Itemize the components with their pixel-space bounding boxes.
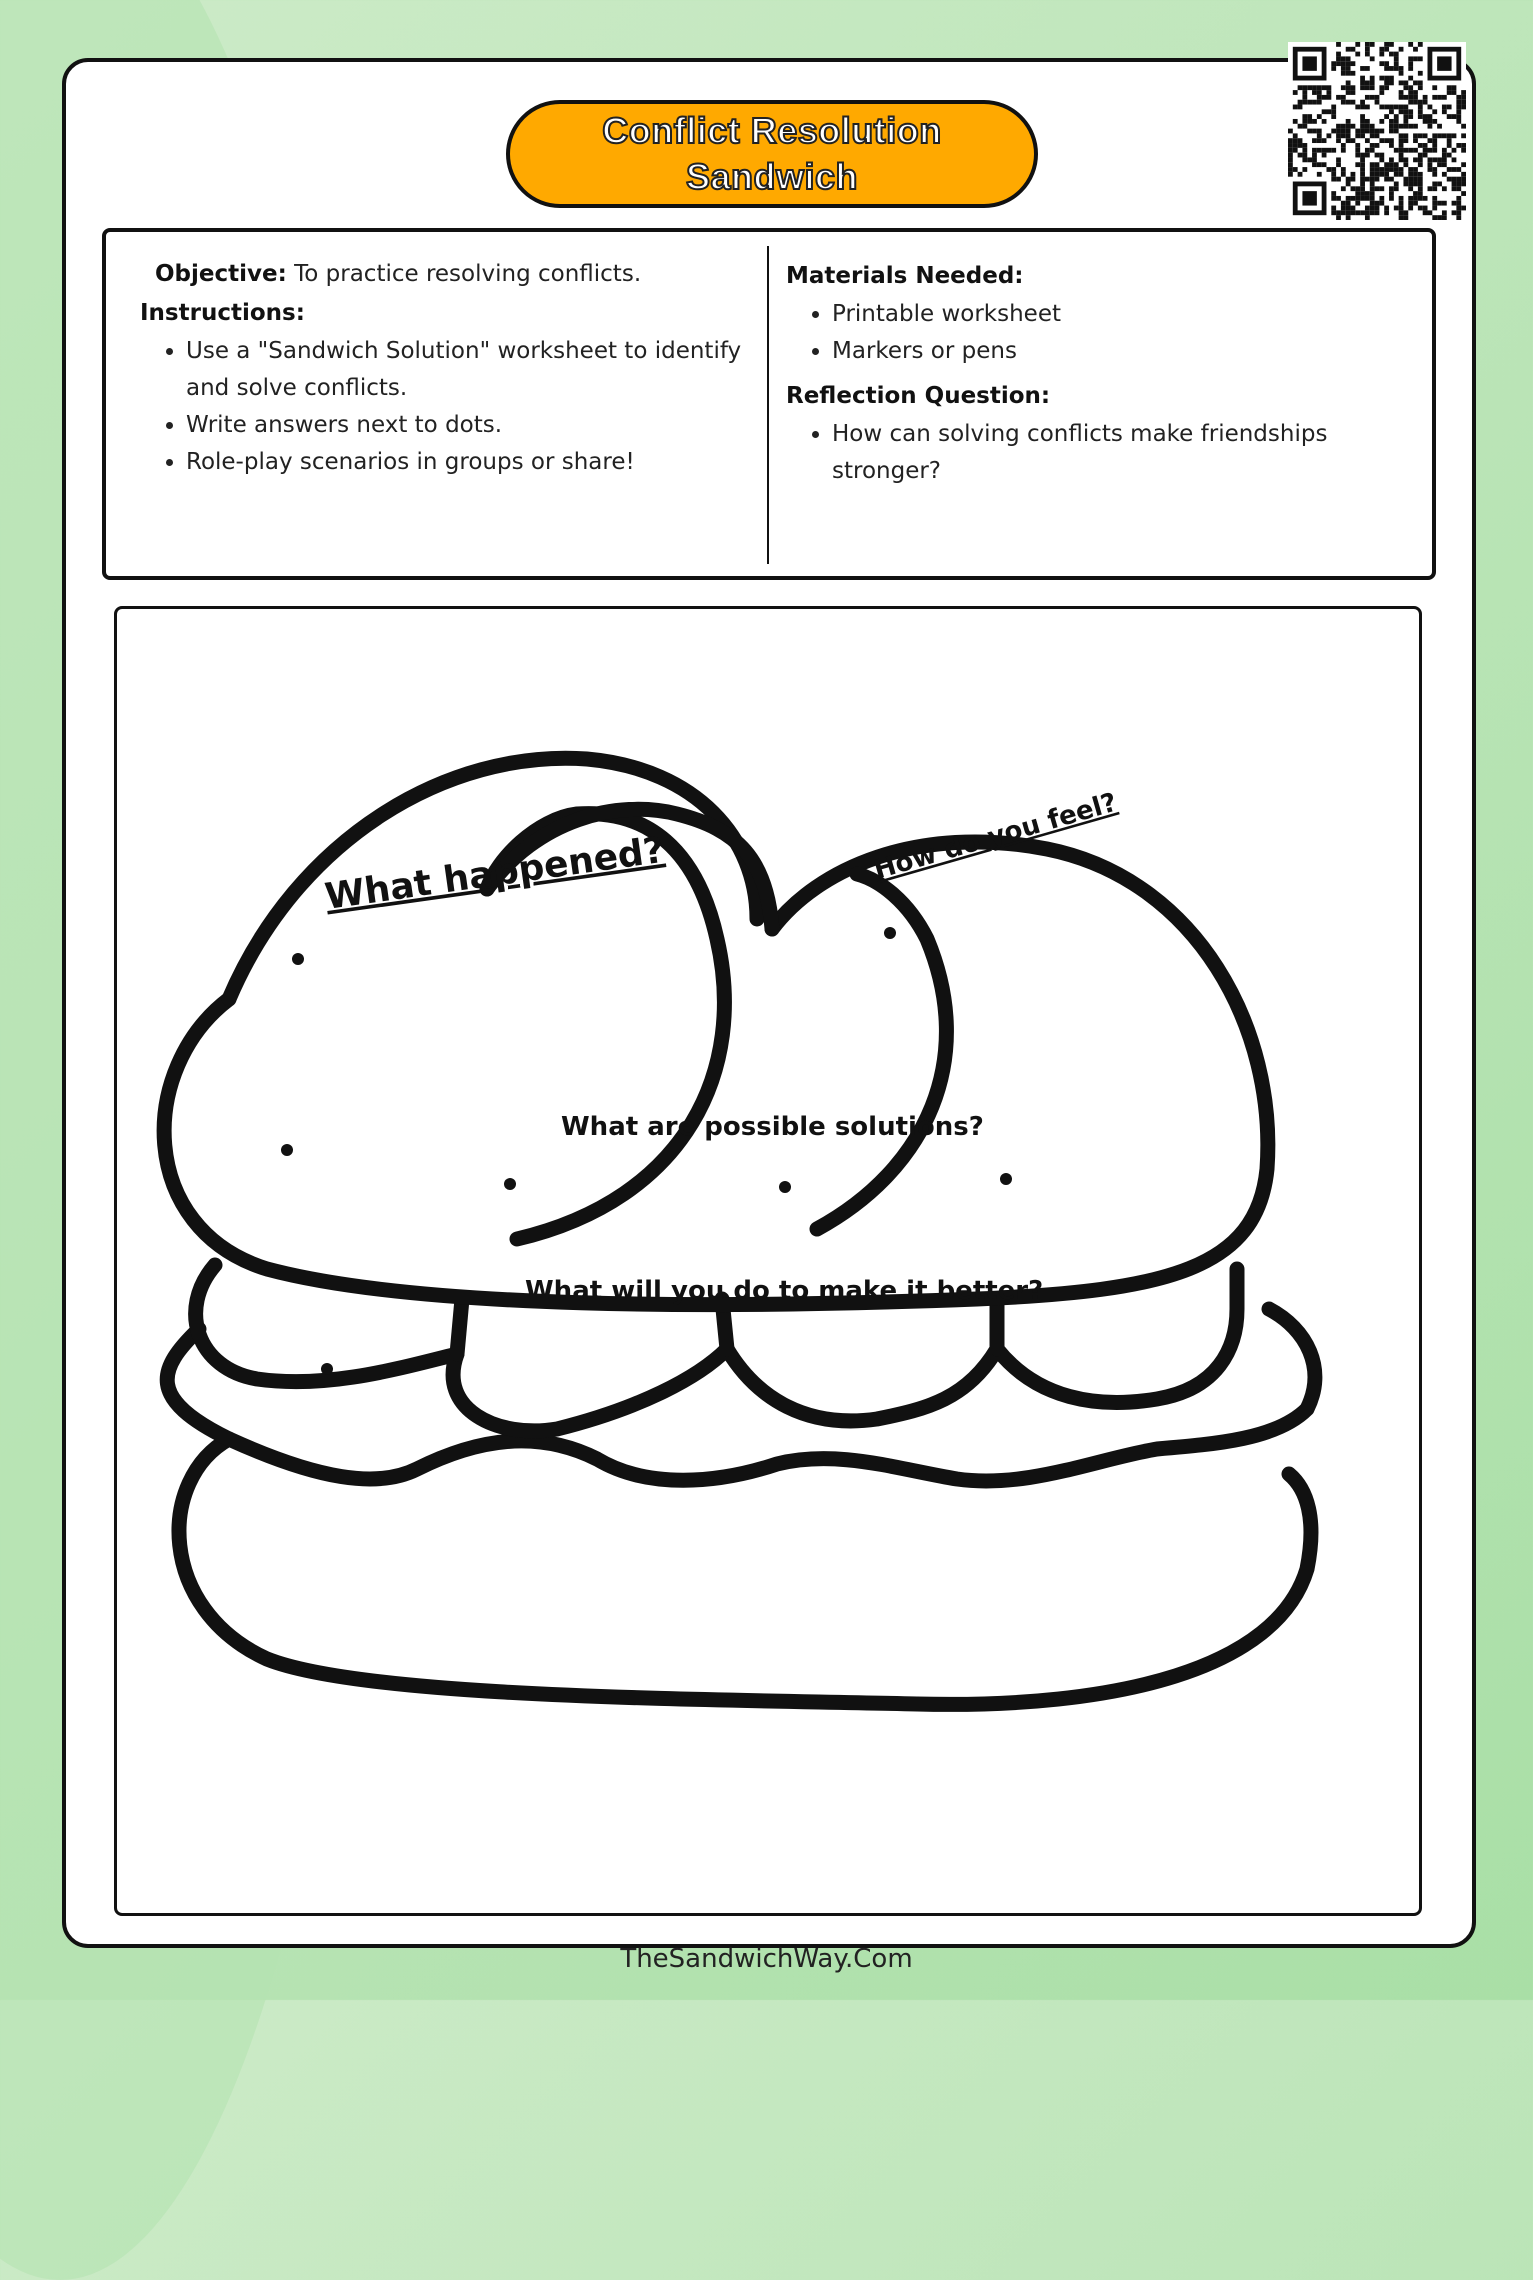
answer-dot bbox=[884, 927, 896, 939]
info-left-column bbox=[140, 256, 760, 487]
list-item: • Write answers next to dots. bbox=[186, 407, 760, 444]
column-divider bbox=[767, 246, 769, 564]
what-happened-label: What happened? bbox=[322, 829, 667, 918]
materials-list bbox=[786, 296, 1406, 370]
answer-dot bbox=[1000, 1173, 1012, 1185]
worksheet-card bbox=[62, 58, 1476, 1948]
materials-label: Materials Needed: bbox=[786, 263, 1024, 289]
objective-line bbox=[140, 256, 760, 293]
instructions-label: Instructions: bbox=[140, 300, 305, 326]
objective-label: Objective: bbox=[155, 261, 287, 287]
sandwich-illustration bbox=[117, 609, 1419, 1913]
reflection-list bbox=[786, 416, 1406, 490]
info-right-column bbox=[786, 256, 1406, 496]
footer-website[interactable]: TheSandwichWay.Com bbox=[620, 1944, 913, 1974]
lettuce-divider bbox=[457, 1299, 462, 1354]
right-arc bbox=[817, 874, 946, 1229]
list-item: • Markers or pens bbox=[832, 333, 1406, 370]
title-banner bbox=[506, 100, 1038, 208]
objective-text: To practice resolving conflicts. bbox=[294, 261, 642, 287]
sandwich-drawing-area bbox=[114, 606, 1422, 1916]
answer-dot bbox=[292, 953, 304, 965]
list-item: • Use a "Sandwich Solution" worksheet to identify and solve conflicts. bbox=[186, 333, 760, 407]
better-label: What will you do to make it better? bbox=[525, 1276, 1044, 1306]
how-feel-label: How do you feel? bbox=[870, 787, 1121, 886]
answer-dot bbox=[504, 1178, 516, 1190]
answer-dot bbox=[779, 1181, 791, 1193]
answer-dot bbox=[321, 1363, 333, 1375]
page-title: Conflict Resolution Sandwich bbox=[602, 110, 942, 197]
list-item: • Printable worksheet bbox=[832, 296, 1406, 333]
list-item: • How can solving conflicts make friendships stronger? bbox=[832, 416, 1406, 490]
qr-code-icon[interactable] bbox=[1288, 42, 1466, 220]
reflection-label: Reflection Question: bbox=[786, 383, 1051, 409]
list-item: • Role-play scenarios in groups or share! bbox=[186, 444, 760, 481]
info-panel bbox=[102, 228, 1436, 580]
solutions-label: What are possible solutions? bbox=[561, 1112, 984, 1142]
answer-dot bbox=[281, 1144, 293, 1156]
instructions-list bbox=[140, 333, 760, 481]
